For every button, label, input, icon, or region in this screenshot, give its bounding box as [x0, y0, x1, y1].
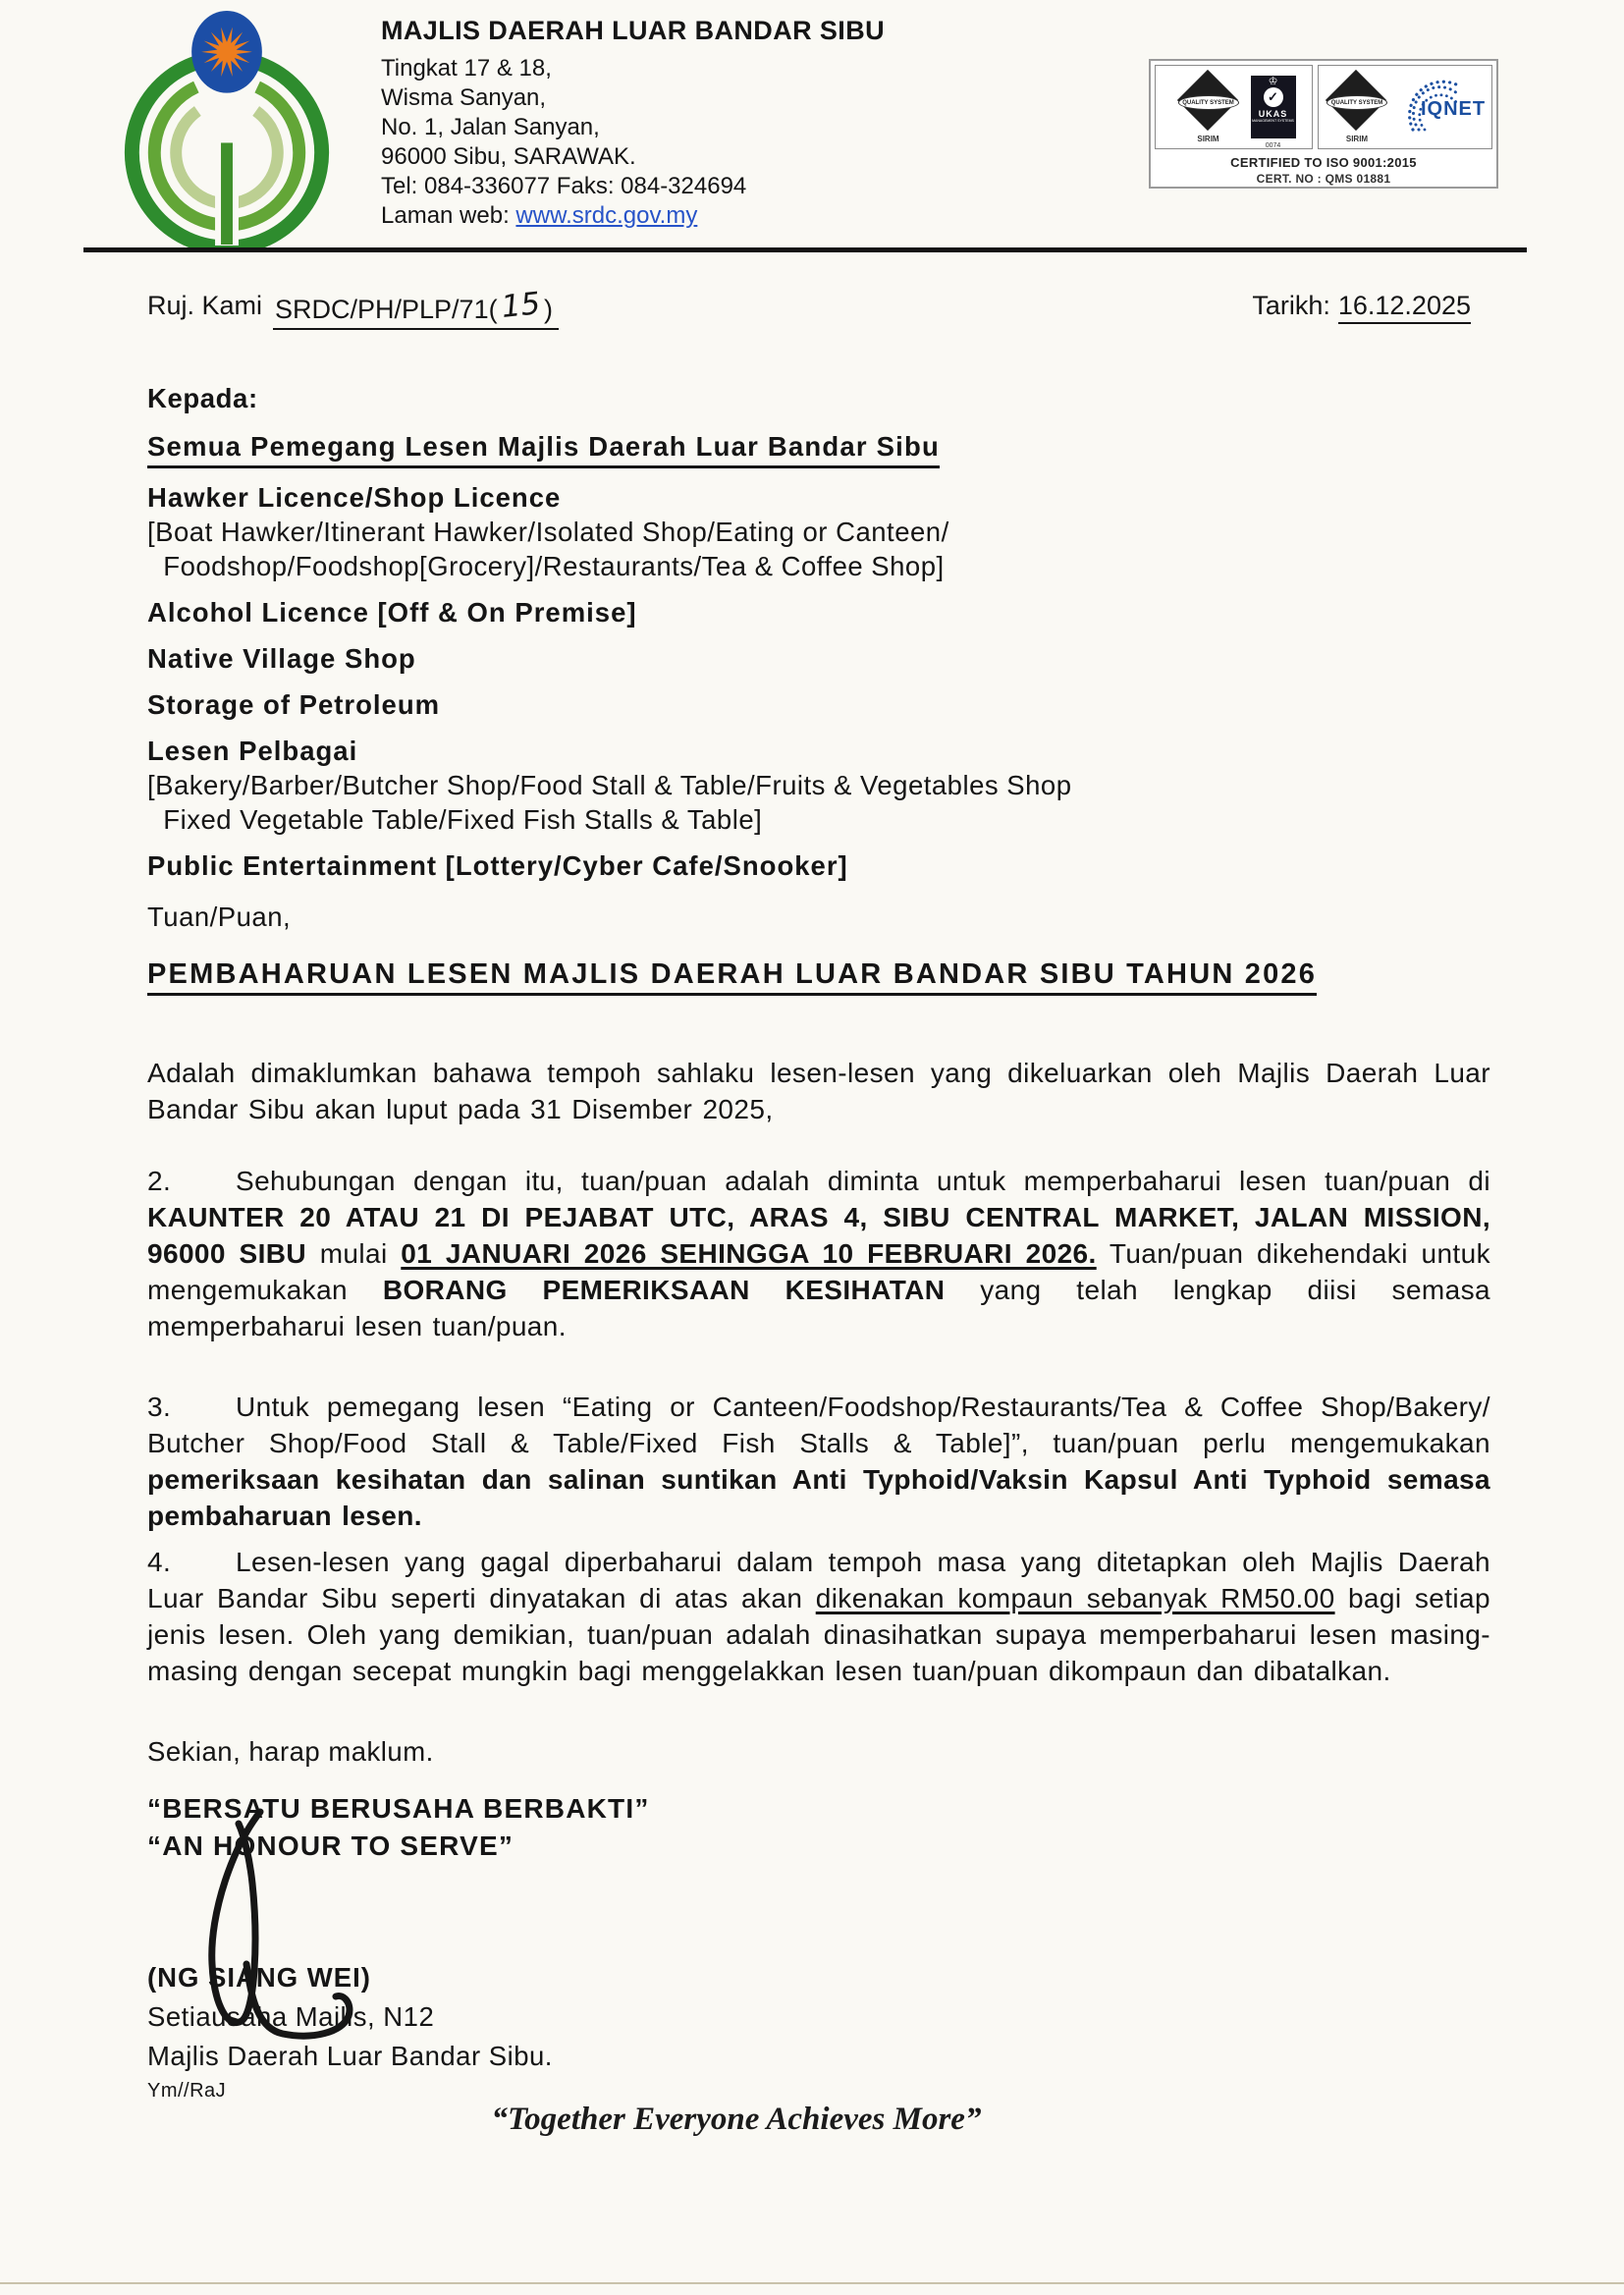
subject-title: PEMBAHARUAN LESEN MAJLIS DAERAH LUAR BANDAR SIBU TAHUN 2026 — [147, 958, 1490, 991]
licence-item — [147, 596, 1490, 629]
paragraph-2: 2. Sehubungan dengan itu, tuan/puan adalah diminta untuk memperbaharui lesen tuan/puan di KAUNTER 20 ATAU 21 DI PEJABAT UTC, ARAS 4, SIBU CENTRAL MARKET, JALAN MISSION, 96000 SIBU mulai 01 JANUARI 2026 SEHINGGA 10 FEBRUARI 2026. Tuan/puan dikehendaki untuk mengemukakan BORANG PEMERIKSAAN KESIHATAN yang telah lengkap diisi semasa memperbaharui lesen tuan/puan. — [147, 1163, 1490, 1344]
address-line: Tingkat 17 & 18, — [381, 55, 552, 82]
licence-item-title: Lesen Pelbagai — [147, 736, 358, 766]
ukas-subtext: MANAGEMENT SYSTEMS — [1252, 119, 1294, 123]
footer-motto: “Together Everyone Achieves More” — [491, 2102, 982, 2137]
paragraph-4: 4. Lesen-lesen yang gagal diperbaharui dalam tempoh masa yang ditetapkan oleh Majlis Daerah Luar Bandar Sibu seperti dinyatakan di atas akan dikenakan kompaun sebanyak RM50.00 bagi setiap jenis lesen. Oleh yang demikian, tuan/puan adalah dinasihatkan supaya memperbaharui lesen masing-masing dengan secepat mungkin bagi menggelakkan lesen tuan/puan dikompaun dan dibatalkan. — [147, 1544, 1490, 1689]
kepada-label: Kepada: — [147, 383, 258, 413]
motto-line-2: “AN HONOUR TO SERVE” — [147, 1831, 514, 1861]
letterhead — [381, 16, 1009, 231]
ref-label: Ruj. Kami — [147, 291, 263, 320]
motto-line-1: “BERSATU BERUSAHA BERBAKTI” — [147, 1793, 650, 1824]
check-icon: ✓ — [1264, 87, 1283, 107]
signatory-org: Majlis Daerah Luar Bandar Sibu. — [147, 2041, 553, 2071]
ukas-badge-icon — [1251, 76, 1296, 149]
reference-row — [147, 287, 1490, 330]
licence-item-title: Storage of Petroleum — [147, 689, 441, 720]
crown-icon: ♔ — [1268, 76, 1278, 87]
recipient-block — [147, 383, 1490, 883]
paragraph-number: 3. — [147, 1392, 172, 1422]
certification-box — [1149, 59, 1498, 189]
licence-item — [147, 735, 1490, 837]
ukas-number: 0074 — [1265, 142, 1281, 149]
quality-system-label: QUALITY SYSTEM — [1326, 95, 1387, 110]
licence-item-detail: Foodshop/Foodshop[Grocery]/Restaurants/Tea & Coffee Shop] — [147, 551, 945, 581]
licence-item — [147, 481, 1490, 583]
paragraph-1: Adalah dimaklumkan bahawa tempoh sahlaku lesen-lesen yang dikeluarkan oleh Majlis Daerah Luar Bandar Sibu akan luput pada 31 Disember 2025, — [147, 1058, 1490, 1124]
sirim-label: SIRIM — [1197, 135, 1219, 143]
licence-item-title: Public Entertainment [Lottery/Cyber Cafe/Snooker] — [147, 850, 848, 881]
header-divider — [83, 247, 1527, 252]
ref-number: SRDC/PH/PLP/71(15) — [273, 291, 559, 330]
address-line: Wisma Sanyan, — [381, 84, 547, 111]
iso-certified-line: CERTIFIED TO ISO 9001:2015 — [1230, 155, 1417, 170]
sirim-quality-badge-icon — [1172, 71, 1245, 143]
sirim-quality-badge-icon — [1321, 71, 1393, 143]
quality-system-label: QUALITY SYSTEM — [1178, 95, 1239, 110]
licence-item-detail: [Bakery/Barber/Butcher Shop/Food Stall & Table/Fruits & Vegetables Shop — [147, 770, 1072, 800]
paragraph-3: 3. Untuk pemegang lesen “Eating or Canteen/Foodshop/Restaurants/Tea & Coffee Shop/Bakery/ Butcher Shop/Food Stall & Table/Fixed Fish Stalls & Table]”, tuan/puan perlu mengemukakan pemeriksaan kesihatan dan salinan suntikan Anti Typhoid/Vaksin Kapsul Anti Typhoid semasa pembaharuan lesen. — [147, 1389, 1490, 1534]
typist-initials: Ym//RaJ — [147, 2080, 227, 2102]
address-line: 96000 Sibu, SARAWAK. — [381, 143, 636, 170]
licence-item-title: Hawker Licence/Shop Licence — [147, 482, 562, 513]
salutation: Tuan/Puan, — [147, 902, 292, 932]
website-label: Laman web: — [381, 202, 516, 229]
sirim-ukas-badge — [1155, 65, 1313, 149]
org-name: MAJLIS DAERAH LUAR BANDAR SIBU — [381, 16, 886, 45]
address-line: No. 1, Jalan Sanyan, — [381, 114, 600, 140]
paragraph-number: 2. — [147, 1166, 172, 1196]
sirim-iqnet-badge — [1318, 65, 1492, 149]
handwritten-ref-number: 15 — [499, 286, 542, 325]
cert-number-line: CERT. NO : QMS 01881 — [1256, 172, 1391, 186]
date-value: 16.12.2025 — [1338, 291, 1471, 324]
date-label: Tarikh: — [1252, 291, 1330, 320]
phone-fax-line: Tel: 084-336077 Faks: 084-324694 — [381, 173, 747, 199]
signatory-title: Setiausaha Majlis, N12 — [147, 2001, 435, 2032]
licence-item — [147, 688, 1490, 722]
council-logo — [100, 8, 353, 247]
iqnet-badge-icon — [1399, 73, 1489, 141]
licence-item-title: Native Village Shop — [147, 643, 416, 674]
licence-item-title: Alcohol Licence [Off & On Premise] — [147, 597, 637, 628]
website-line — [381, 201, 1009, 231]
licence-item — [147, 642, 1490, 676]
signatory-name: (NG SIANG WEI) — [147, 1962, 371, 1993]
signatory-block — [147, 1958, 553, 2076]
page-bottom-edge — [0, 2282, 1624, 2284]
closing-line: Sekian, harap maklum. — [147, 1736, 434, 1767]
iqnet-label: IQNET — [1421, 98, 1487, 120]
date-line — [1252, 291, 1471, 321]
licence-item — [147, 849, 1490, 883]
website-link: www.srdc.gov.my — [515, 202, 698, 229]
sirim-label: SIRIM — [1345, 135, 1369, 143]
addressee: Semua Pemegang Lesen Majlis Daerah Luar Bandar Sibu — [147, 431, 940, 468]
paragraph-number: 4. — [147, 1547, 172, 1577]
ukas-label: UKAS — [1258, 109, 1288, 119]
licence-item-detail: [Boat Hawker/Itinerant Hawker/Isolated Shop/Eating or Canteen/ — [147, 517, 949, 547]
licence-item-detail: Fixed Vegetable Table/Fixed Fish Stalls & Table] — [147, 804, 763, 835]
